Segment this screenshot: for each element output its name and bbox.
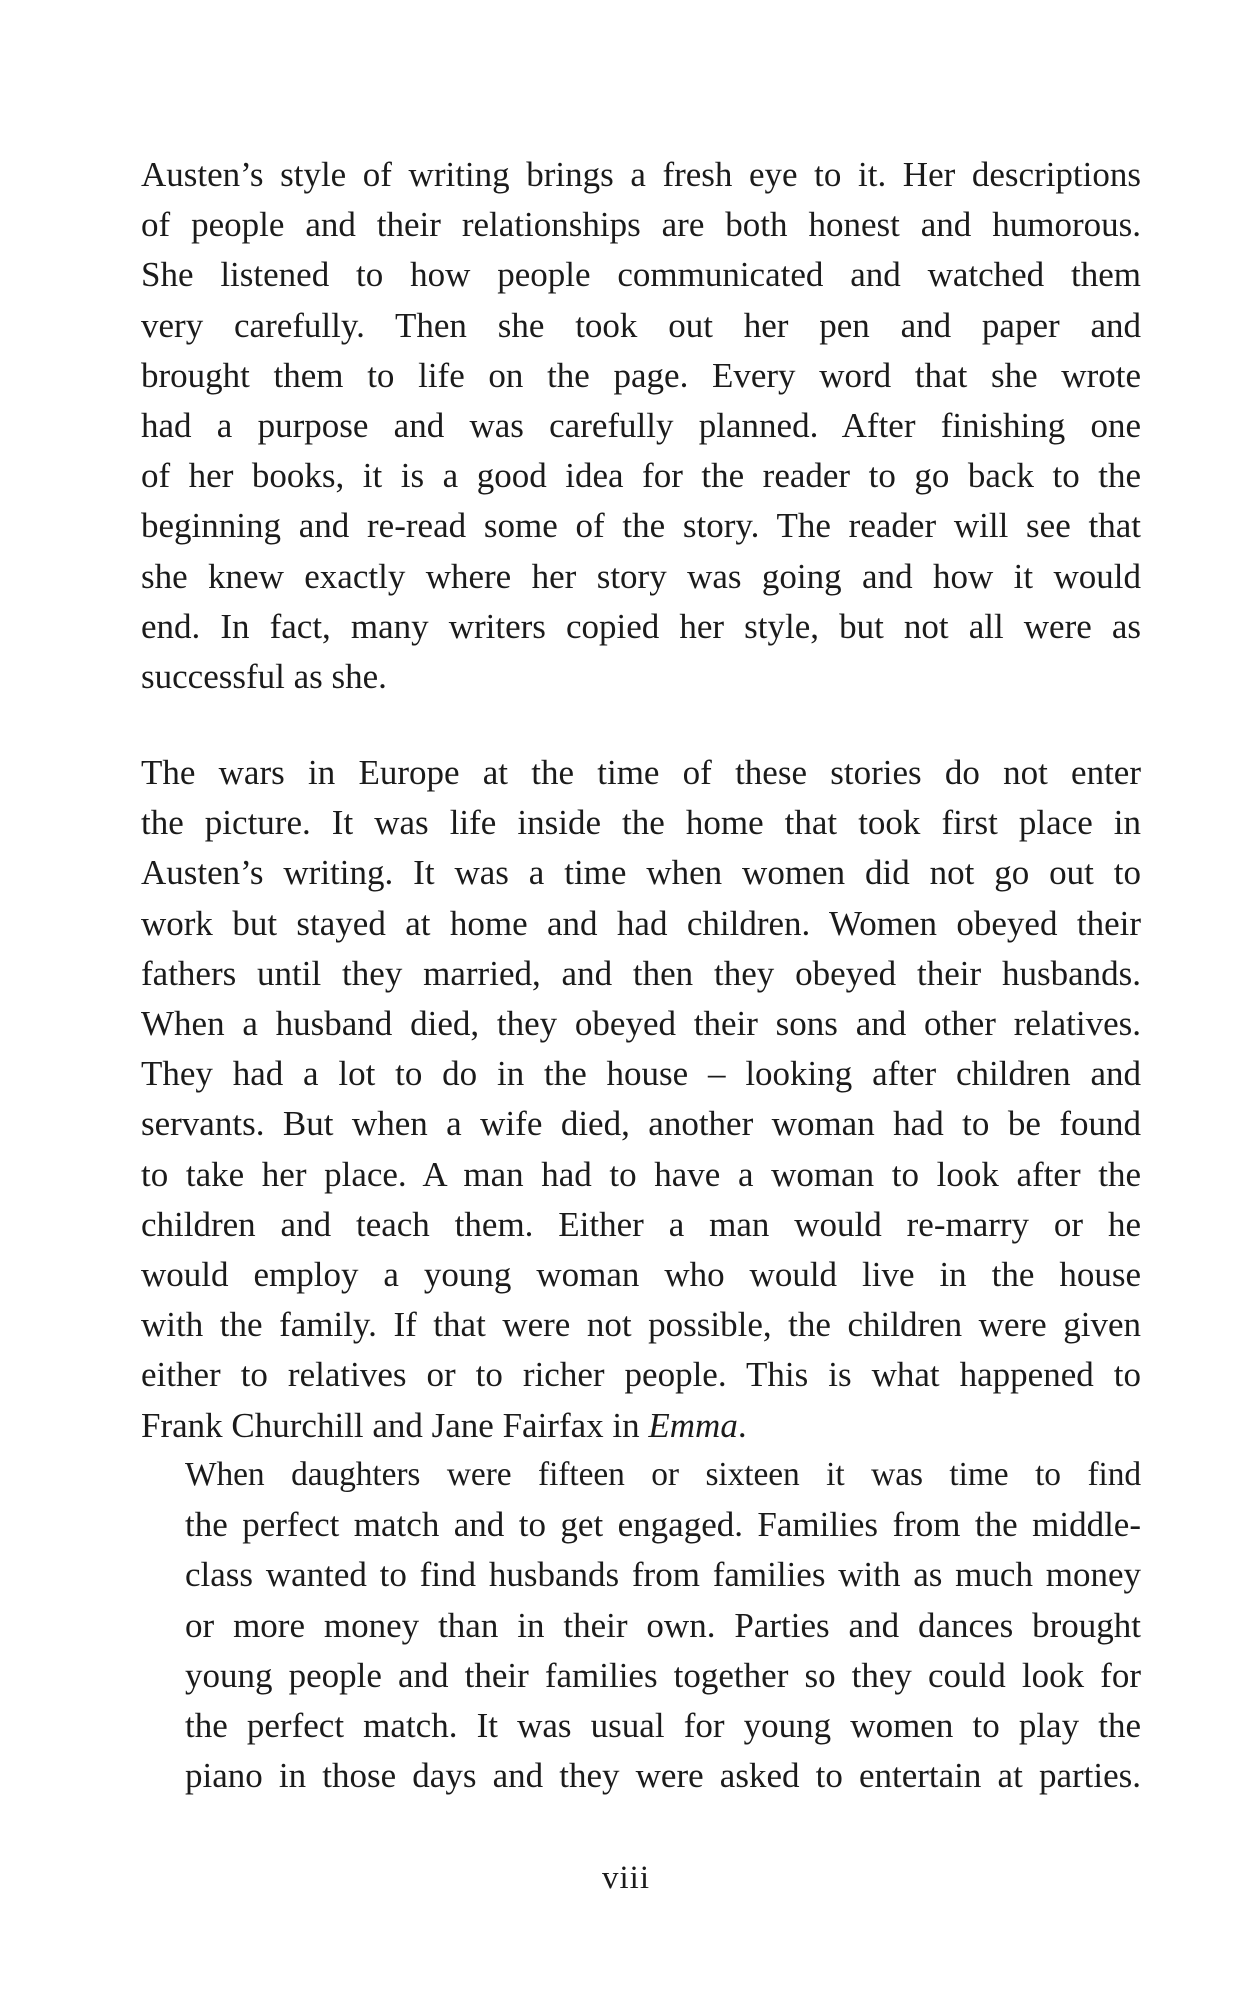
text-line: Austen’s writing. It was a time when women did not go out to [141, 853, 1141, 893]
text-line: the perfect match. It was usual for young women to play the [185, 1706, 1141, 1746]
text-line: very carefully. Then she took out her pen and paper and [141, 305, 1141, 345]
text-line: When a husband died, they obeyed their sons and other relatives. [141, 1004, 1141, 1044]
text-line: fathers until they married, and then they obeyed their husbands. [141, 953, 1141, 993]
text-line: When daughters were fifteen or sixteen it was time to find [185, 1456, 1141, 1493]
text-line: She listened to how people communicated and watched them [141, 255, 1141, 295]
text-line: piano in those days and they were asked to entertain at parties. [185, 1756, 1141, 1796]
text-line: successful as she. [141, 657, 387, 697]
text-line [141, 1401, 1141, 1451]
text-line: end. In fact, many writers copied her style, but not all were as [141, 606, 1141, 646]
text-line: brought them to life on the page. Every word that she wrote [141, 355, 1141, 395]
text-line: with the family. If that were not possible, the children were given [141, 1305, 1141, 1345]
text-line: servants. But when a wife died, another woman had to be found [141, 1104, 1141, 1144]
text-line: beginning and re-read some of the story. The reader will see that [141, 506, 1141, 546]
text-fragment: Frank Churchill and Jane Fairfax in [141, 1405, 649, 1445]
page-number: viii [601, 1860, 650, 1896]
text-line: of her books, it is a good idea for the reader to go back to the [141, 456, 1141, 496]
paragraph-daughters-match [141, 1450, 1141, 1801]
text-line: young people and their families together so they could look for [185, 1655, 1141, 1695]
text-line: would employ a young woman who would live in the house [141, 1255, 1141, 1295]
text-line: They had a lot to do in the house – looking after children and [141, 1054, 1141, 1094]
book-title-emma: Emma [648, 1405, 738, 1445]
text-line: work but stayed at home and had children. Women obeyed their [141, 903, 1141, 943]
text-line: children and teach them. Either a man would re-marry or he [141, 1204, 1141, 1244]
text-line: to take her place. A man had to have a woman to look after the [141, 1154, 1141, 1194]
paragraph-wars-in-europe [141, 748, 1141, 1451]
text-line: Austen’s style of writing brings a fresh eye to it. Her descriptions [141, 155, 1141, 194]
text-line: the picture. It was life inside the home that took first place in [141, 803, 1141, 843]
text-line: The wars in Europe at the time of these stories do not enter [141, 753, 1141, 792]
text-line: had a purpose and was carefully planned. After finishing one [141, 406, 1141, 446]
text-fragment: . [737, 1405, 747, 1445]
text-line: of people and their relationships are both honest and humorous. [141, 205, 1141, 245]
paragraph-austen-style [141, 150, 1141, 702]
text-line: either to relatives or to richer people. This is what happened to [141, 1355, 1141, 1395]
text-line: class wanted to find husbands from families with as much money [185, 1555, 1141, 1595]
text-line: she knew exactly where her story was going and how it would [141, 556, 1141, 596]
text-line: or more money than in their own. Parties and dances brought [185, 1605, 1141, 1645]
text-line: the perfect match and to get engaged. Families from the middle- [185, 1505, 1141, 1545]
